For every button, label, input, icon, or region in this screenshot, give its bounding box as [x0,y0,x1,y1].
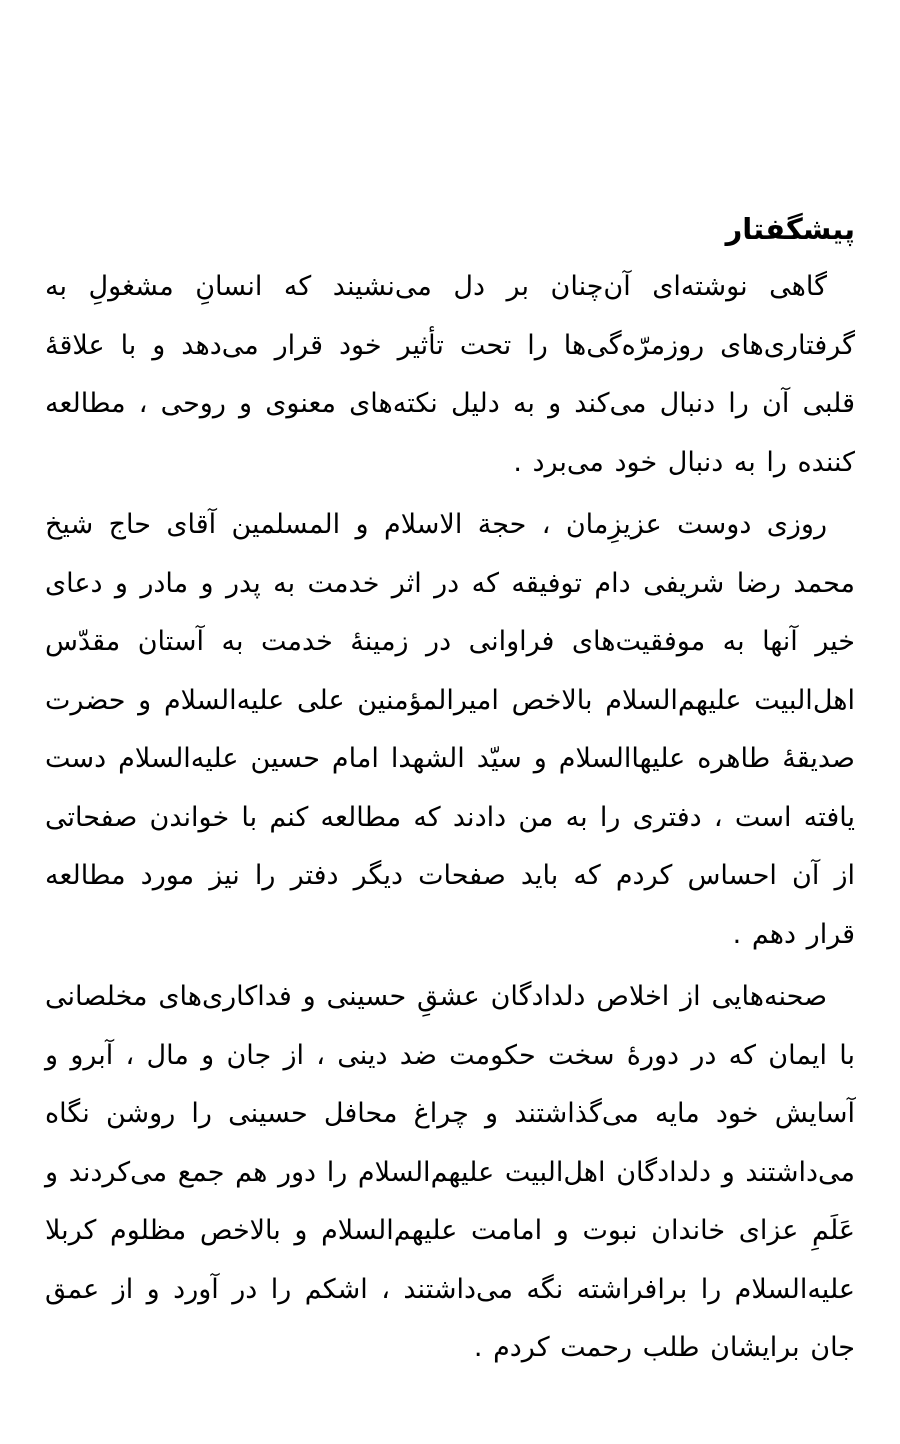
section-heading: پیشگفتار [725,212,855,246]
paragraph-2: روزی دوست عزیزِمان ، حجة الاسلام و المسلمین آقای حاج شیخ محمد رضا شریفی دام توفیقه که در اثر خدمت به پدر و مادر و دعای خیر آنها به موفقیت‌های فراوانی در زمینهٔ خدمت به آستان مقدّس اهل‌البیت علیهم‌السلام بالاخص امیرالمؤمنین علی علیه‌السلام و حضرت صدیقهٔ طاهره علیهاالسلام و سیّد الشهدا امام حسین علیه‌السلام دست یافته است ، دفتری را به من دادند که مطالعه کنم با خواندن صفحاتی از آن احساس کردم که باید صفحات دیگر دفتر را نیز مورد مطالعه قرار دهم . [45,509,855,950]
paragraph-3: صحنه‌هایی از اخلاص دلدادگان عشقِ حسینی و فداکاری‌های مخلصانی با ایمان که در دورهٔ سخت حکومت ضد دینی ، از جان و مال ، آبرو و آسایش خود مایه می‌گذاشتند و چراغ محافل حسینی را روشن نگاه می‌داشتند و دلدادگان اهل‌البیت علیهم‌السلام را دور هم جمع می‌کردند و عَلَمِ عزای خاندان نبوت و امامت علیهم‌السلام و بالاخص مظلوم کربلا علیه‌السلام را برافراشته نگه می‌داشتند ، اشکم را در آورد و از عمق جان برایشان طلب رحمت کردم . [45,981,855,1363]
document-page [45,200,855,1378]
paragraph-1: گاهی نوشته‌ای آن‌چنان بر دل می‌نشیند که انسانِ مشغولِ به گرفتاری‌های روزمرّه‌گی‌ها را تحت تأثیر خود قرار می‌دهد و با علاقهٔ قلبی آن را دنبال می‌کند و به دلیل نکته‌های معنوی و روحی ، مطالعه کننده را به دنبال خود می‌برد . [45,271,855,478]
